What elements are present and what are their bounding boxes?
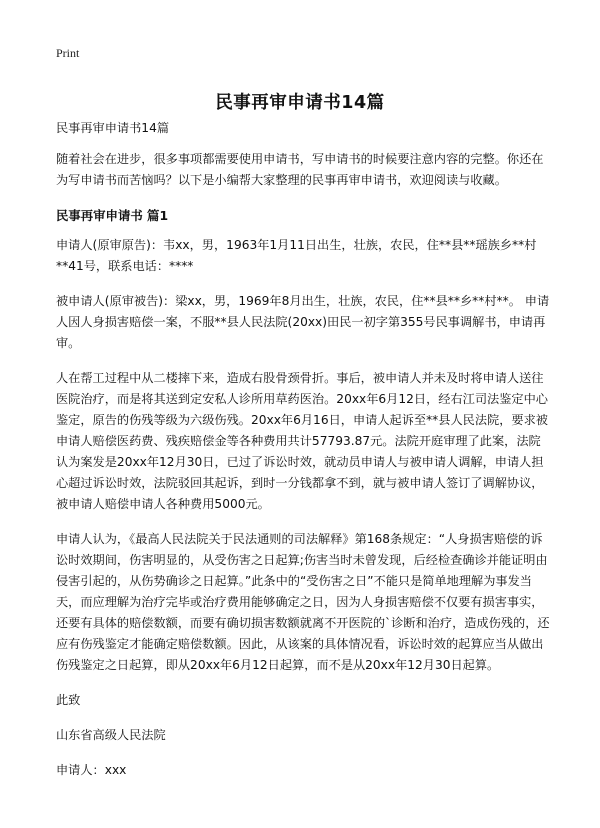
signature-line: 申请人：xxx	[56, 763, 127, 777]
intro-paragraph: 随着社会在进步，很多事项都需要使用申请书，写申请书的时候要注意内容的完整。你还在为写申请书而苦恼吗？以下是小编帮大家整理的民事再审申请书，欢迎阅读与收藏。	[56, 152, 544, 187]
page-title: 民事再审申请书14篇	[215, 92, 385, 113]
argument-paragraph: 申请人认为，《最高人民法院关于民法通则的司法解释》第168条规定：“人身损害赔偿的诉讼时效期间，伤害明显的，从受伤害之日起算;伤害当时未曾发现，后经检查确诊并能证明由侵害引起的，从伤势确诊之日起算。”此条中的“受伤害之日”不能只是简单地理解为事发当天，而应理解为治疗完毕或治疗费用能够确定之日，因为人身损害赔偿不仅要有损害事实，还要有具体的赔偿数额，而要有确切损害数额就离不开医院的`诊断和治疗，造成伤残的，还应有伤残鉴定才能确定赔偿数额。因此，从该案的具体情况看，诉讼时效的起算应当从做出伤残鉴定之日起算，即从20xx年6月12日起算，而不是从20xx年12月30日起算。	[56, 532, 550, 672]
respondent-paragraph: 被申请人(原审被告)：梁xx，男，1969年8月出生，壮族，农民，住**县**乡**村**。 申请人因人身损害赔偿一案，不服**县人民法院(20xx)田民一初字第355号民事调解书，申请再审。	[56, 294, 550, 350]
closing-salutation: 此致	[56, 693, 81, 707]
print-label: Print	[56, 46, 80, 60]
document-body	[56, 118, 552, 795]
section-heading: 民事再审申请书 篇1	[56, 208, 169, 223]
facts-paragraph: 人在帮工过程中从二楼摔下来，造成右股骨颈骨折。事后，被申请人并未及时将申请人送往医院治疗，而是将其送到定安私人诊所用草药医治。20xx年6月12日，经右江司法鉴定中心鉴定，原告的伤残等级为六级伤残。20xx年6月16日，申请人起诉至**县人民法院，要求被申请人赔偿医药费、残疾赔偿金等各种费用共计57793.87元。法院开庭审理了此案，法院认为案发是20xx年12月30日，已过了诉讼时效，就动员申请人与被申请人调解，申请人担心超过诉讼时效，法院驳回其起诉，到时一分钱都拿不到，就与被申请人签订了调解协议，被申请人赔偿申请人各种费用5000元。	[56, 371, 548, 511]
court-name: 山东省高级人民法院	[56, 728, 166, 742]
applicant-paragraph: 申请人(原审原告)：韦xx，男，1963年1月11日出生，壮族，农民，住**县**瑶族乡**村**41号，联系电话：****	[56, 238, 537, 273]
document-subtitle: 民事再审申请书14篇	[56, 121, 170, 135]
